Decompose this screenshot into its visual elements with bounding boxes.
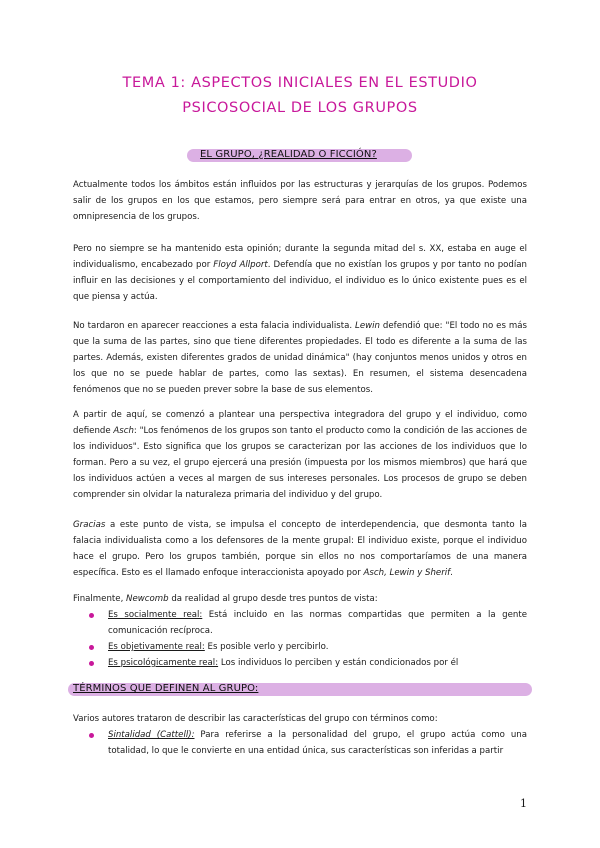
text: : "Los fenómenos de los grupos son tanto el producto como la condición de las acciones de los individuos". Esto significa que los grupos se caracterizan por las acciones de los individuos que lo forman. Pero a su vez, el grupo ejercerá una presión (impuesta por los mismos miembros) que hará que los individuos actúen a veces al margen de sus intereses personales. Los procesos de grupo se deben comprender sin olvidar la naturaleza primaria del individuo y del grupo. xyxy=(73,426,527,500)
list-item xyxy=(89,639,527,655)
text: . Defendía que no existían los grupos y por tanto no podían influir en las decisiones y el comportamiento del individuo, el individuo es lo único existente pues es el que piensa y actúa. xyxy=(73,260,527,302)
text: Está incluido en las normas compartidas que permiten a la gente comunicación recíproca. xyxy=(108,610,527,636)
paragraph-6 xyxy=(73,591,527,607)
authors: Asch, Lewin y Sherif xyxy=(363,568,451,578)
paragraph-3 xyxy=(73,318,527,398)
text: A partir de aquí, se comenzó a plantear una perspectiva integradora del grupo y el individuo, como defiende xyxy=(73,410,527,436)
author-allport: Floyd Allport xyxy=(213,260,268,270)
author-lewin: Lewin xyxy=(355,321,380,331)
paragraph-5 xyxy=(73,517,527,581)
bullet-icon xyxy=(89,613,94,618)
term: Sintalidad (Cattell): xyxy=(108,730,195,740)
text: da realidad al grupo desde tres puntos de vista: xyxy=(168,594,378,604)
bullet-icon xyxy=(89,661,94,666)
paragraph-7: Varios autores trataron de describir las características del grupo con términos como: xyxy=(73,714,438,724)
text: No tardaron en aparecer reacciones a esta falacia individualista. xyxy=(73,321,356,331)
section-heading-terminos: TÉRMINOS QUE DEFINEN AL GRUPO: xyxy=(73,683,259,694)
text: Es posible verlo y percibirlo. xyxy=(204,642,329,652)
bullet-icon xyxy=(89,645,94,650)
bullet-icon xyxy=(89,733,94,738)
bullet-list-terms xyxy=(89,727,527,759)
bullet-list-newcomb xyxy=(89,607,527,671)
term: Es socialmente real: xyxy=(108,610,203,620)
author-newcomb: Newcomb xyxy=(126,594,169,604)
title-line-2: PSICOSOCIAL DE LOS GRUPOS xyxy=(182,100,418,116)
text: Para referirse a la personalidad del grupo, el grupo actúa como una totalidad, lo que le convierte en una entidad única, sus características son inferidas a partir xyxy=(108,730,527,756)
list-item xyxy=(89,655,527,671)
text: Finalmente, xyxy=(73,594,127,604)
list-item xyxy=(89,607,527,639)
text: . xyxy=(450,568,453,578)
text: Los individuos lo perciben y están condicionados por él xyxy=(218,658,459,668)
author-asch: Asch xyxy=(113,426,134,436)
text: defendió que: "El todo no es más que la suma de las partes, sino que tiene diferentes propiedades. El todo es diferente a la suma de las partes. Además, existen diferentes grados de unidad dinámica" (hay conjuntos menos unidos y otros en los que no se puede hablar de partes, como las sextas). En resumen, el sistema desencadena fenómenos que no se pueden prever sobre la base de sus elementos. xyxy=(73,321,527,395)
section-heading-grupo: EL GRUPO, ¿REALIDAD O FICCIÓN? xyxy=(200,149,377,160)
page-number: 1 xyxy=(520,797,527,810)
paragraph-4 xyxy=(73,407,527,503)
paragraph-1: Actualmente todos los ámbitos están influidos por las estructuras y jerarquías de los grupos. Podemos salir de los grupos en los que estamos, pero siempre será para entrar en otros, ya que existe una omnipresencia de los grupos. xyxy=(73,180,527,222)
text: a este punto de vista, se impulsa el concepto de interdependencia, que desmonta tanto la falacia individualista como a los defensores de la mente grupal: El individuo existe, porque el individuo hace el grupo. Pero los grupos también, porque sin ellos no nos comportaríamos de una manera específica. Esto es el llamado enfoque interaccionista apoyado por xyxy=(73,520,527,578)
title-line-1: TEMA 1: ASPECTOS INICIALES EN EL ESTUDIO xyxy=(122,75,478,91)
list-item xyxy=(89,727,527,759)
term: Es objetivamente real: xyxy=(108,642,205,652)
text: Pero no siempre se ha mantenido esta opinión; durante la segunda mitad del s. XX, estaba en auge el individualismo, encabezado por xyxy=(73,244,527,270)
text: Gracias xyxy=(73,520,106,530)
paragraph-2 xyxy=(73,241,527,305)
term: Es psicológicamente real: xyxy=(108,658,219,668)
